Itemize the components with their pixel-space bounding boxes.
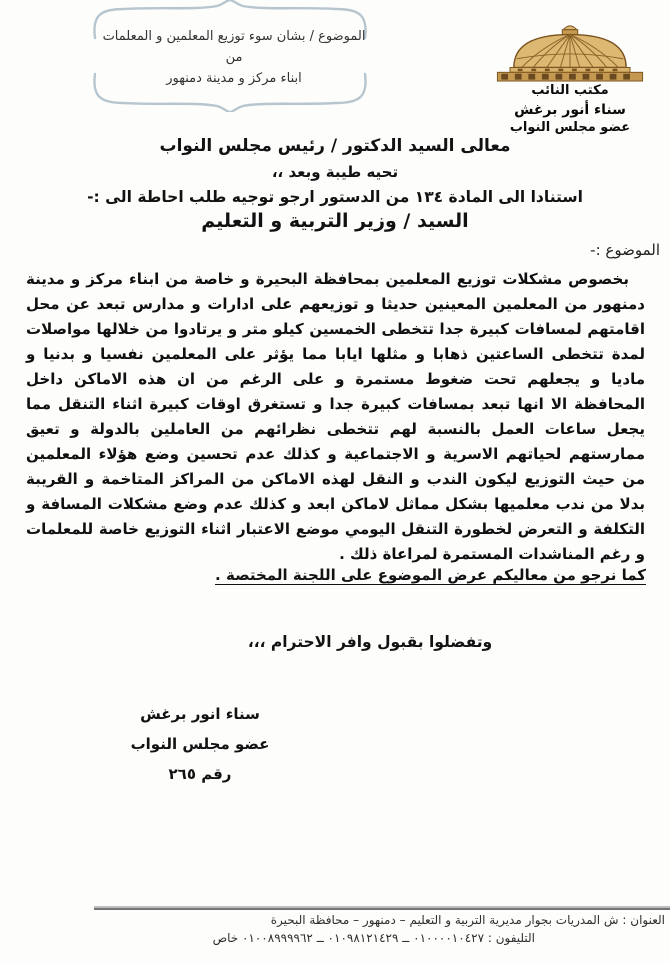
subject-box-line2: ابناء مركز و مدينة دمنهور xyxy=(166,71,302,86)
greeting-line: تحيه طيبة وبعد ،، xyxy=(271,163,399,181)
heading-block xyxy=(0,136,670,232)
letterhead-title: عضو مجلس النواب xyxy=(509,120,631,135)
signature-name: سناء انور برغش xyxy=(140,705,260,723)
letter-body: بخصوص مشكلات توزيع المعلمين بمحافظة البحيرة و خاصة من ابناء مركز و مدينة دمنهور من المعلمين المعينين حديثا و توزيعهم على ادارات و مدارس تبعد عن محل اقامتهم لمسافات كبيرة جدا تتخطى الخمسين كيلو متر و يرتادوا من خلالها مواصلات لمدة تتخطى الساعتين ذهابا و مثلها ايابا مما يؤثر على المعلمين نفسيا و بدنيا و ماديا و يجعلهم تحت ضغوط مستمرة و على الرغم من ان هذه الاماكن داخل المحافظة الا انها تبعد بمسافات كبيرة جدا و تستغرق اوقات كبيرة اثناء التنقل مما يجعل ساعات العمل بالنسبة لهم تتخطى نظرائهم من العاملين بالدولة و تعيق ممارستهم لحياتهم الاسرية و الاجتماعية و كذلك عدم تحسين وضع هؤلاء المعلمين من حيث التوزيع ليكون الندب و النقل لهذه الاماكن من المراكز المتاخمة و القريبة بدلا من ندب معلميها بشكل مماثل لاماكن ابعد و كذلك عدم وضع مشكلات المسافة و التكلفة و التعرض لخطورة التنقل اليومي موضع الاعتبار اثناء التوزيع خاصة للمعلمات و رغم المناشدات المستمرة لمراعاة ذلك . xyxy=(26,270,645,563)
closing-line: وتفضلوا بقبول وافر الاحترام ،،، xyxy=(247,633,493,651)
subject-box-line1: الموضوع / بشان سوء توزيع المعلمين و المعلمات من xyxy=(102,29,366,65)
signature-block xyxy=(92,699,308,789)
committee-request-line: كما نرجو من معاليكم عرض الموضوع على اللجنة المختصة . xyxy=(215,566,646,584)
footer-divider xyxy=(94,906,670,910)
parliament-dome-emblem-icon xyxy=(494,22,646,82)
letterhead-name: سناء أنور برغش xyxy=(514,101,626,118)
footer-address: العنوان : ش المدريات بجوار مديرية التربية و التعليم – دمنهور – محافظة البحيرة xyxy=(270,913,665,927)
minister-line: السيد / وزير التربية و التعليم xyxy=(201,210,469,232)
subject-box-text xyxy=(96,26,372,89)
addressed-to-line: معالى السيد الدكتور / رئيس مجلس النواب xyxy=(159,136,511,156)
footer-phone: التليفون : ٠١٠٠٠٠١٠٤٢٧ ــ ٠١٠٩٨١٢١٤٢٩ ــ ٠١٠٠٨٩٩٩٩٦٢ خاص xyxy=(212,931,535,945)
subject-label: الموضوع :- xyxy=(590,241,660,259)
subject-box xyxy=(84,0,384,112)
letterhead-office: مكتب النائب xyxy=(531,83,609,98)
legal-basis-line: استنادا الى المادة ١٣٤ من الدستور ارجو توجيه طلب احاطة الى :- xyxy=(87,188,583,206)
letterhead xyxy=(484,22,656,138)
signature-title: عضو مجلس النواب xyxy=(130,735,270,753)
signature-number: رقم ٢٦٥ xyxy=(168,765,232,783)
